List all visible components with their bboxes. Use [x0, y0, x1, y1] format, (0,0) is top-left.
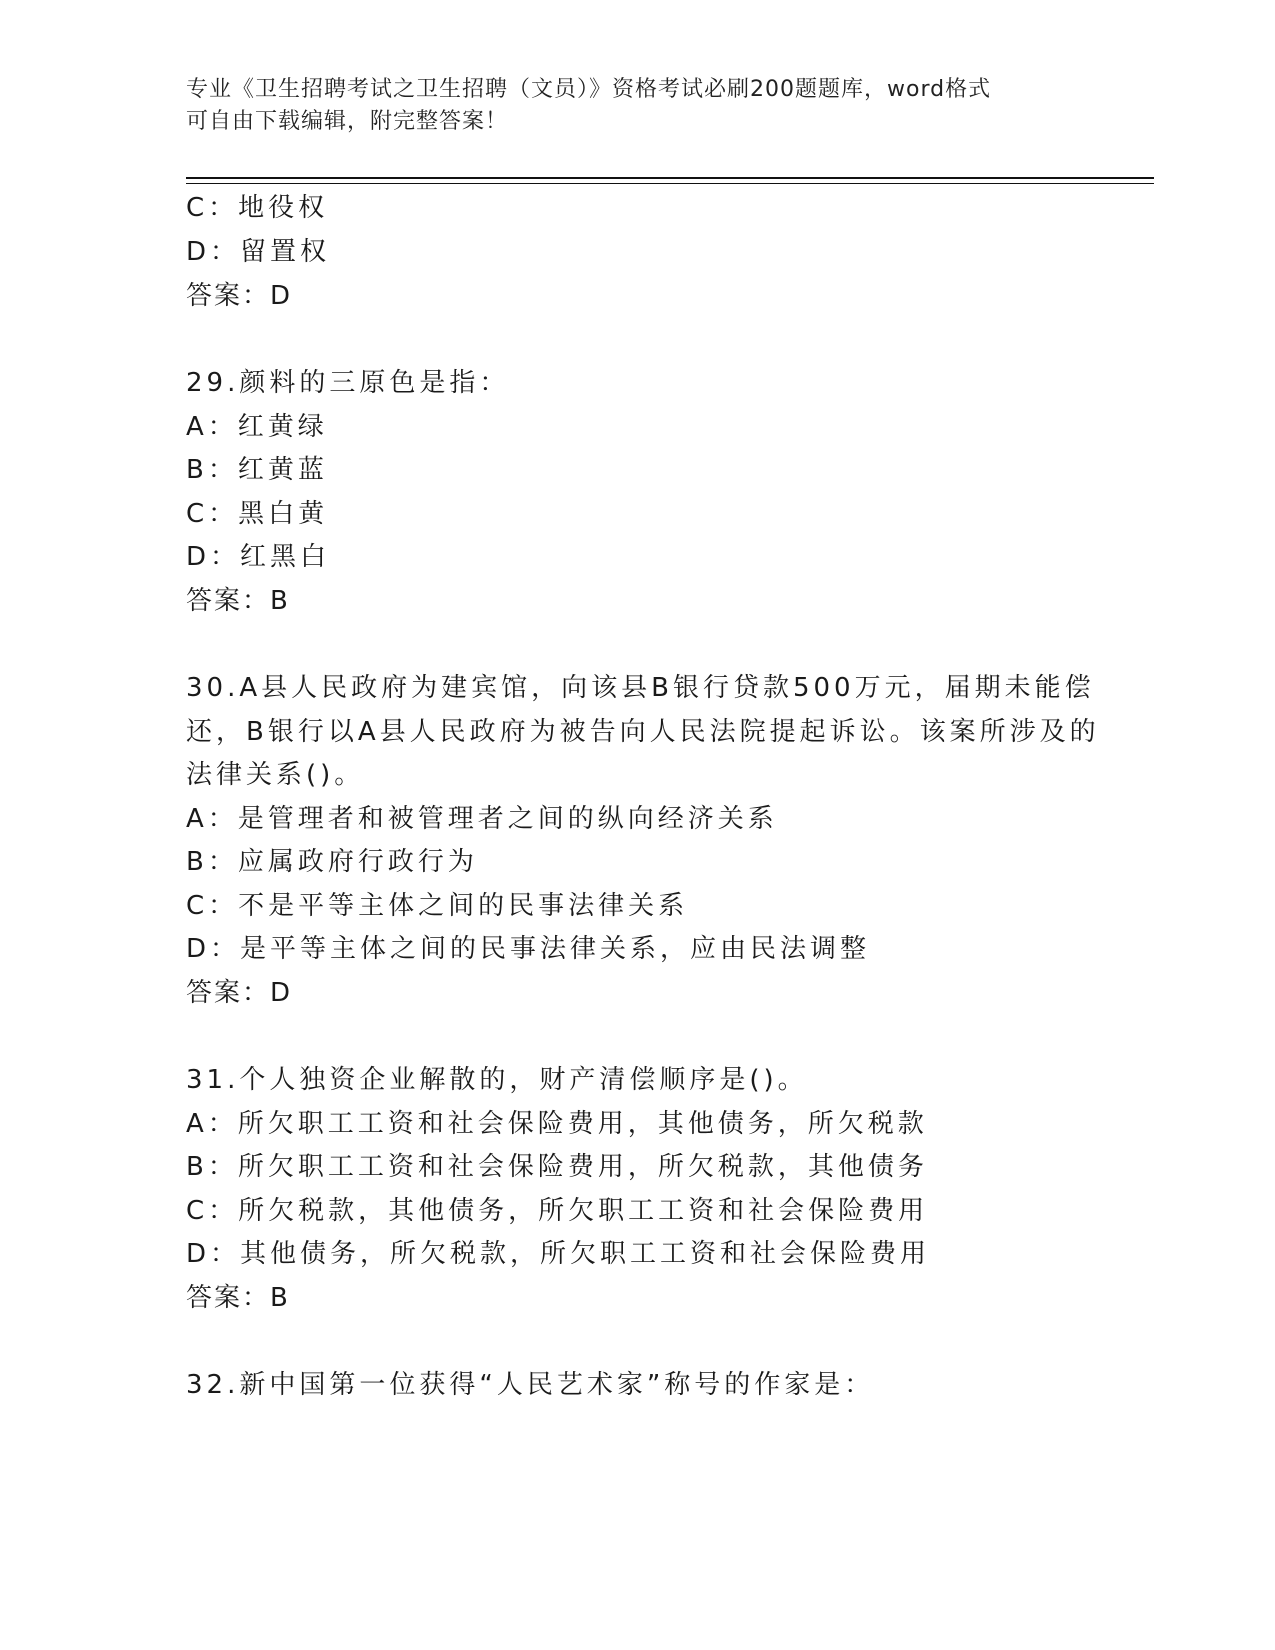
option-line: D：其他债务，所欠税款，所欠职工工资和社会保险费用 [186, 1239, 931, 1269]
option-line: D：红黑白 [186, 542, 331, 572]
question-stem: 31.个人独资企业解散的，财产清偿顺序是()。 [186, 1065, 808, 1095]
option-line: A：是管理者和被管理者之间的纵向经济关系 [186, 804, 778, 834]
answer-label: 答案： [186, 281, 271, 311]
header-text-line-2: 可自由下载编辑，附完整答案！ [186, 109, 509, 134]
answer-value: D [270, 281, 292, 311]
header-divider-thin [186, 183, 1154, 184]
answer-label: 答案： [186, 978, 271, 1008]
option-line: C：不是平等主体之间的民事法律关系 [186, 891, 689, 921]
answer-label: 答案： [186, 1283, 271, 1313]
option-line: C：所欠税款，其他债务，所欠职工工资和社会保险费用 [186, 1196, 929, 1226]
answer-line [186, 1281, 289, 1315]
question-stem: 30.A县人民政府为建宾馆，向该县B银行贷款500万元，届期未能偿 [186, 673, 1095, 703]
answer-line [186, 584, 289, 618]
question-stem: 32.新中国第一位获得“人民艺术家”称号的作家是： [186, 1370, 875, 1400]
answer-value: B [270, 586, 289, 616]
answer-line [186, 976, 291, 1010]
answer-label: 答案： [186, 586, 271, 616]
question-stem: 29.颜料的三原色是指： [186, 368, 510, 398]
option-line: A：红黄绿 [186, 412, 328, 442]
header-text-line-1: 专业《卫生招聘考试之卫生招聘（文员）》资格考试必刷200题题库，word格式 [186, 77, 992, 102]
page-header [186, 74, 1066, 138]
option-line: C：黑白黄 [186, 499, 329, 529]
option-line: B：应属政府行政行为 [186, 847, 478, 877]
option-line: D：是平等主体之间的民事法律关系，应由民法调整 [186, 934, 871, 964]
option-line: D：留置权 [186, 237, 331, 267]
option-line: C：地役权 [186, 193, 329, 223]
question-stem: 还，B银行以A县人民政府为被告向人民法院提起诉讼。该案所涉及的 [186, 717, 1100, 747]
answer-line [186, 279, 291, 313]
option-line: A：所欠职工工资和社会保险费用，其他债务，所欠税款 [186, 1109, 928, 1139]
option-line: B：红黄蓝 [186, 455, 328, 485]
header-divider [186, 177, 1154, 179]
answer-value: B [270, 1283, 289, 1313]
question-stem: 法律关系()。 [186, 760, 365, 790]
option-line: B：所欠职工工资和社会保险费用，所欠税款，其他债务 [186, 1152, 928, 1182]
answer-value: D [270, 978, 292, 1008]
